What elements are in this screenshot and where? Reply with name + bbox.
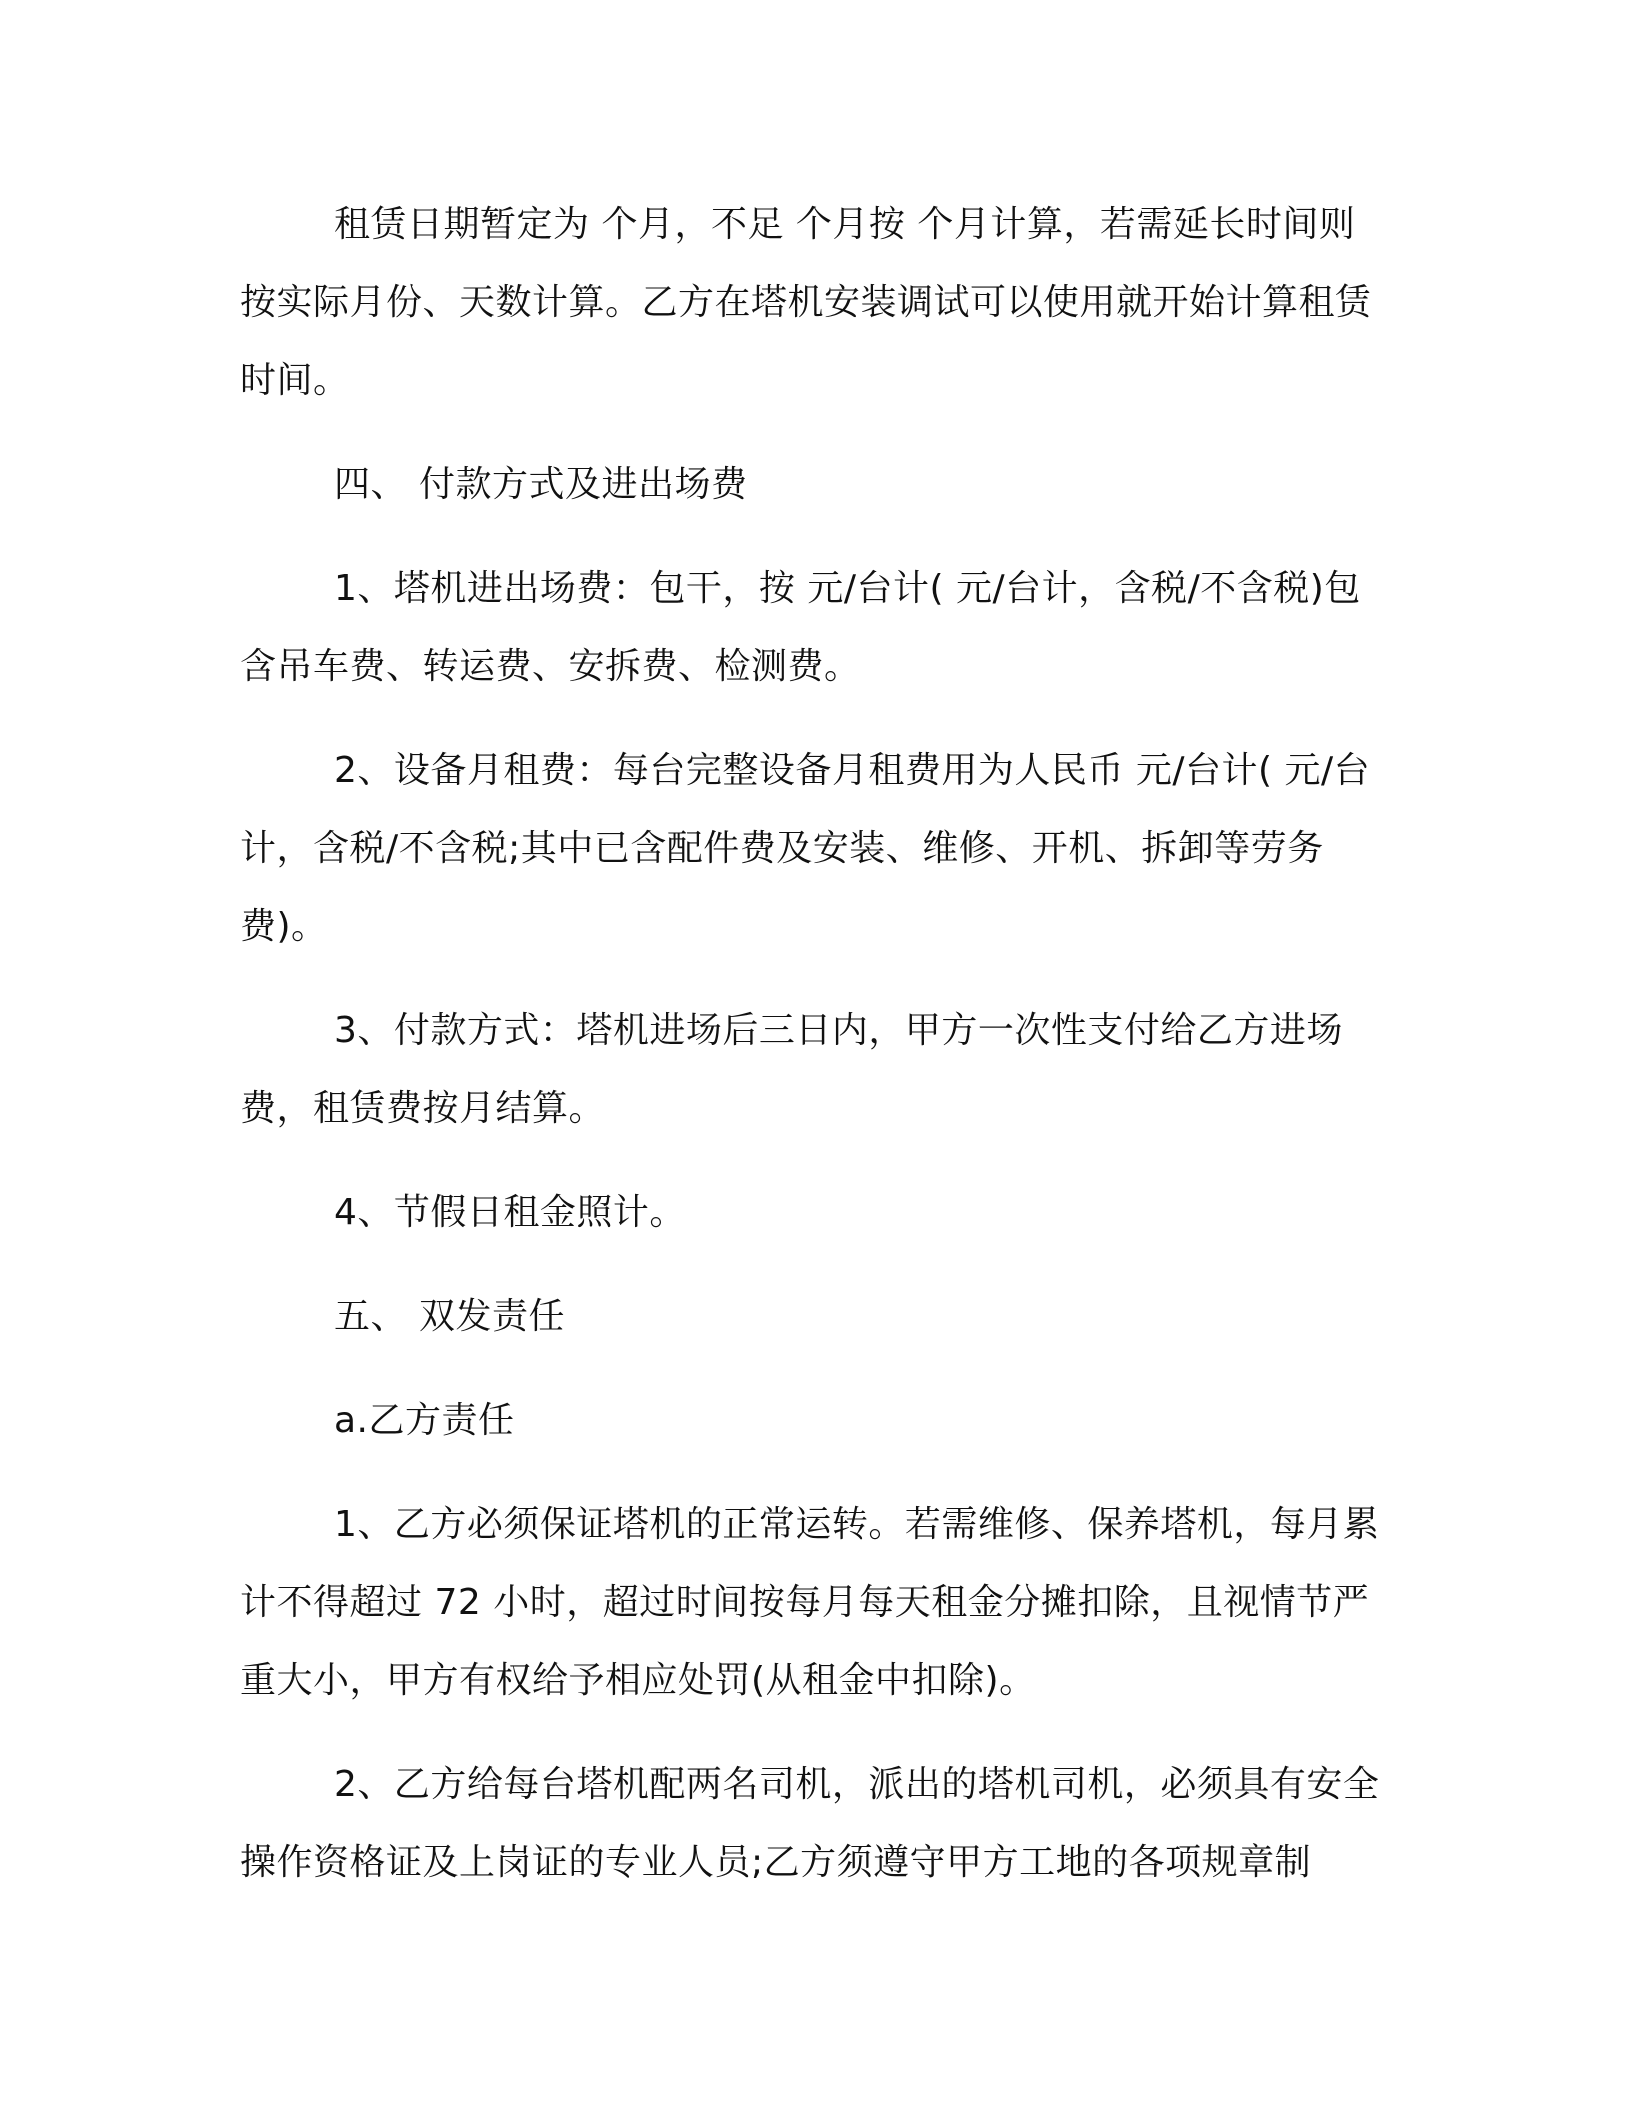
paragraph-monthly-rent: 2、设备月租费：每台完整设备月租费用为人民币 元/台计( 元/台计，含税/不含税;其中已含配件费及安装、维修、开机、拆卸等劳务费)。: [240, 750, 1371, 947]
paragraph-lease-period: 租赁日期暂定为 个月，不足 个月按 个月计算，若需延长时间则按实际月份、天数计算。乙方在塔机安装调试可以使用就开始计算租赁时间。: [240, 204, 1372, 401]
paragraph-drivers: 2、乙方给每台塔机配两名司机，派出的塔机司机，必须具有安全操作资格证及上岗证的专业人员;乙方须遵守甲方工地的各项规章制: [240, 1764, 1380, 1883]
subheading-party-b: a.乙方责任: [334, 1400, 515, 1441]
section-heading-payment: 四、 付款方式及进出场费: [334, 464, 748, 505]
document-body: [240, 186, 1386, 1902]
paragraph-payment-method: 3、付款方式：塔机进场后三日内，甲方一次性支付给乙方进场费，租赁费按月结算。: [240, 1010, 1343, 1129]
section-heading-responsibilities: 五、 双发责任: [334, 1296, 565, 1337]
paragraph-maintenance: 1、乙方必须保证塔机的正常运转。若需维修、保养塔机，每月累计不得超过 72 小时，超过时间按每月每天租金分摊扣除，且视情节严重大小，甲方有权给予相应处罚(从租金中扣除)。: [240, 1504, 1380, 1701]
paragraph-entry-exit-fee: 1、塔机进出场费：包干，按 元/台计( 元/台计，含税/不含税)包含吊车费、转运费、安拆费、检测费。: [240, 568, 1361, 687]
paragraph-holiday-rent: 4、节假日租金照计。: [334, 1192, 686, 1233]
